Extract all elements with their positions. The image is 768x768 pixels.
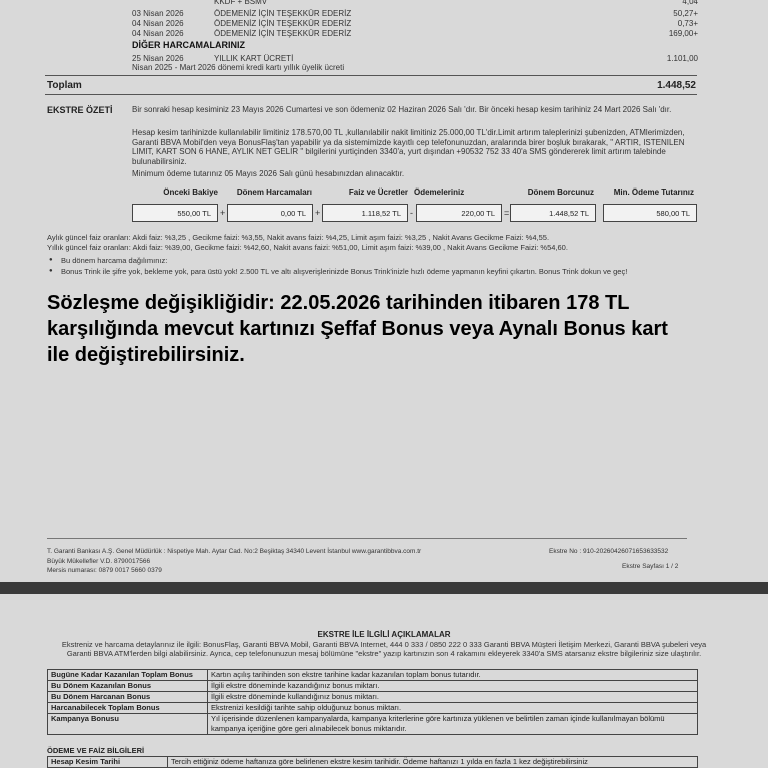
payment-info-title: ÖDEME VE FAİZ BİLGİLERİ: [47, 746, 145, 755]
table-row: Bugüne Kadar Kazanılan Toplam Bonus Kartın açılış tarihinden son ekstre tarihine kadar kazanılan toplam bonus tutarıdır.: [48, 670, 698, 681]
footer-divider: [47, 538, 687, 539]
plus-operator: +: [315, 208, 321, 218]
bank-address: T. Garanti Bankası A.Ş. Genel Müdürlük : Nispetiye Mah. Aytar Cad. No:2 Beşiktaş 34340 Levent İstanbul www.garantibbva.com.tr: [47, 548, 422, 555]
summary-header: Min. Ödeme Tutarınız: [613, 188, 694, 197]
summary-paragraph: Hesap kesim tarihinizde kullanılabilir limitiniz 178.570,00 TL ,kullanılabilir nakit limitiniz 25.000,00 TL'dir.Limit artırım taleplerinizi şubenizden, ATMlerimizden, Garanti BBVA Mobil'den veya BonusFlaş'tan yapabilir ya da sistemimizde kayıtlı cep telefonunuzdan, aralarında birer boşluk bırakarak, " ARTIR, ISTENILEN LIMIT, KART SON 6 HANE, AYLIK NET GELIR " bilgilerini yurtiçinden 3340'a, yurt dışından +90532 752 33 40'a SMS göndererek limit artırım talebinde bulunabilirsiniz.: [132, 128, 685, 166]
table-row: Hesap Kesim Tarihi Tercih ettiğiniz ödeme haftanıza göre belirlenen ekstre kesim tarihidir. Ödeme haftanızı 1 yılda en fazla 1 kez değiştirebilirsiniz: [48, 757, 698, 768]
mersis-number: Mersis numarası: 0879 0017 5660 0379: [47, 567, 162, 574]
payment-info-table: [47, 756, 698, 768]
min-payment-box: 580,00 TL: [603, 204, 697, 222]
payments-box: 220,00 TL: [416, 204, 502, 222]
plus-operator: +: [220, 208, 226, 218]
bullet-item: ● Bu dönem harcama dağılımınız:: [47, 256, 672, 265]
summary-paragraph: Minimum ödeme tutarınız 05 Mayıs 2026 Salı günü hesabınızdan alınacaktır.: [132, 169, 405, 178]
other-expenses-title: DİĞER HARCAMALARINIZ: [132, 40, 245, 50]
divider: [45, 94, 697, 95]
previous-balance-box: 550,00 TL: [132, 204, 218, 222]
summary-paragraph: Bir sonraki hesap kesiminiz 23 Mayıs 2026 Cumartesi ve son ödemeniz 02 Haziran 2026 Salı 'dır. Bir önceki hesap kesim tarihiniz 24 Mart 2026 Salı 'dır.: [132, 105, 672, 114]
total-amount: 1.448,52: [657, 80, 696, 91]
statement-page-1: KKDF + BSMV 4,04 03 Nisan 2026 ÖDEMENİZ İÇİN TEŞEKKÜR EDERİZ 50,27+ 04 Nisan 2026 ÖDEMENİZ İÇİN TEŞEKKÜR EDERİZ 0,73+ 04 Nisan 2026 ÖDEMENİZ İÇİN TEŞEKKÜR EDERİZ 169,00+ DİĞER HARCAMALARINIZ 25 Nisan 2026 YILLIK KART ÜCRETİ 1.101,00 Nisan 2025 - Mart 2026 dönemi kredi kartı yıllık üyelik ücreti Toplam 1.448,52 EKSTRE ÖZETİ Bir sonraki hesap kesiminiz 23 Mayıs 2026 Cumartesi ve son ödemeniz 02 Haziran 2026 Salı 'dır. Bir önceki hesap kesim tarihiniz 24 Mart 2026 Salı 'dır. Hesap kesim tarihinizde kullanılabilir limitiniz 178.570,00 TL ,kullanılabilir nakit limitiniz 25.000,00 TL'dir.Limit artırım taleplerinizi şubenizden, ATMlerimizden, Garanti BBVA Mobil'den veya BonusFlaş'tan yapabilir ya da sistemimizde kayıtlı cep telefonunuzdan, aralarında birer boşluk bırakarak, " ARTIR, ISTENILEN LIMIT, KART SON 6 HANE, AYLIK NET GELIR " bilgilerini yurtiçinden 3340'a, yurt dışından +90532 752 33 40'a SMS göndererek limit artırım talebinde bulunabilirsiniz. Minimum ödeme tutarınız 05 Mayıs 2026 Salı günü hesabınızdan alınacaktır. Önceki Bakiye Dönem Harcamaları Faiz ve Ücretler Ödemeleriniz Dönem Borcunuz Min. Ödeme Tutarınız 550,00 TL + 0,00 TL + 1.118,52 TL - 220,00 TL = 1.448,52 TL 580,00 TL Aylık güncel faiz oranları: Akdi faiz: %3,25 , Gecikme faizi: %3,55, Nakit avans faizi: %4,25, Limit aşım faizi: %3,25 , Nakit Avans Gecikme Faizi: %4,55. Yıllık güncel faiz oranları: Akdi faiz: %39,00, Gecikme faizi: %42,60, Nakit avans faizi: %51,00, Limit aşım faizi: %39,00 , Nakit Avans Gecikme Faizi: %54,60. ● Bu dönem harcama dağılımınız: ● Bonus Trink ile şifre yok, bekleme yok, para üstü yok! 2.500 TL ve altı alışverişlerinizde Bonus Trink'inizle hızlı ödeme yapmanın keyfini çıkartın. Bonus Trink dokun ve geç! Sözleşme değişikliğidir: 22.05.2026 tarihinden itibaren 178 TL karşılığında mevcut kartınızı Şeffaf Bonus veya Aynalı Bonus kart ile değiştirebilirsiniz. T. Garanti Bankası A.Ş. Genel Müdürlük : Nispetiye Mah. Aytar Cad. No:2 Beşiktaş 34340 Levent İstanbul www.garantibbva.com.tr Büyük Mükellefler V.D. 8790017566 Mersis numarası: 0879 0017 5660 0379 Ekstre No : 910-20260426071653633532 Ekstre Sayfası 1 / 2: [0, 0, 768, 582]
table-row: Bu Dönem Harcanan Bonus İlgili ekstre döneminde kullandığınız bonus miktarı.: [48, 692, 698, 703]
summary-header: Faiz ve Ücretler: [348, 188, 408, 197]
summary-header: Ödemeleriniz: [414, 188, 465, 197]
summary-header: Dönem Harcamaları: [236, 188, 312, 197]
page-number: Ekstre Sayfası 1 / 2: [622, 563, 679, 570]
table-row: Kampanya Bonusu Yıl içerisinde düzenlenen kampanyalarda, kampanya kriterlerine göre kartınıza yüklenen ve belirtilen zaman içinde kullanılmayan bölümü kampanya içeriğine göre geri alınabilecek bonus miktarıdır.: [48, 714, 698, 735]
yearly-rates: Yıllık güncel faiz oranları: Akdi faiz: %39,00, Gecikme faizi: %42,60, Nakit avans faizi: %51,00, Limit aşım faizi: %39,00 , Nakit Avans Gecikme Faizi: %54,60.: [47, 243, 568, 252]
bullet-item: ● Bonus Trink ile şifre yok, bekleme yok, para üstü yok! 2.500 TL ve altı alışverişlerinizde Bonus Trink'inizle hızlı ödeme yapmanın keyfini çıkartın. Bonus Trink dokun ve geç!: [47, 267, 672, 276]
period-debt-box: 1.448,52 TL: [510, 204, 596, 222]
contract-change-notice: Sözleşme değişikliğidir: 22.05.2026 tarihinden itibaren 178 TL karşılığında mevcut kartınızı Şeffaf Bonus veya Aynalı Bonus kart ile değiştirebilirsiniz.: [47, 292, 668, 366]
period-spending-box: 0,00 TL: [227, 204, 313, 222]
summary-header: Önceki Bakiye: [163, 188, 218, 197]
monthly-rates: Aylık güncel faiz oranları: Akdi faiz: %3,25 , Gecikme faizi: %3,55, Nakit avans faizi: %4,25, Limit aşım faizi: %3,25 , Nakit Avans Gecikme Faizi: %4,55.: [47, 233, 550, 242]
statement-page-2: [0, 594, 768, 768]
table-row: Bu Dönem Kazanılan Bonus İlgili ekstre döneminde kazandığınız bonus miktarı.: [48, 681, 698, 692]
explanations-title: EKSTRE İLE İLGİLİ AÇIKLAMALAR: [317, 630, 451, 639]
bonus-info-table: [47, 669, 698, 735]
total-label: Toplam: [47, 80, 82, 91]
page-separator: [0, 582, 768, 594]
statement-number: Ekstre No : 910-20260426071653633532: [549, 548, 669, 555]
divider: [45, 75, 697, 76]
interest-fees-box: 1.118,52 TL: [322, 204, 408, 222]
explanations-intro: Ekstreniz ve harcama detaylarınız ile ilgili: BonusFlaş, Garanti BBVA Mobil, Garanti BBVA Internet, 444 0 333 / 0850 222 0 333 Garanti BBVA Müşteri İletişim Merkezi, Garanti BBVA şubeleri veya Garanti BBVA ATM'lerden bilgi alabilirsiniz. Ayrıca, cep telefonunuzun mesaj bölümüne "ekstre" yazıp kartınızın son 4 rakamını ekleyerek 3340'a SMS atarsanız ekstre bilgileriniz size ulaştırılır.: [61, 640, 707, 658]
table-row: Harcanabilecek Toplam Bonus Ekstrenizi kesildiği tarihte sahip olduğunuz bonus miktarı.: [48, 703, 698, 714]
tax-info: Büyük Mükellefler V.D. 8790017566: [47, 558, 151, 565]
summary-header: Dönem Borcunuz: [527, 188, 594, 197]
minus-operator: -: [410, 208, 413, 218]
statement-summary-label: EKSTRE ÖZETİ: [47, 105, 113, 115]
equals-operator: =: [504, 208, 510, 218]
